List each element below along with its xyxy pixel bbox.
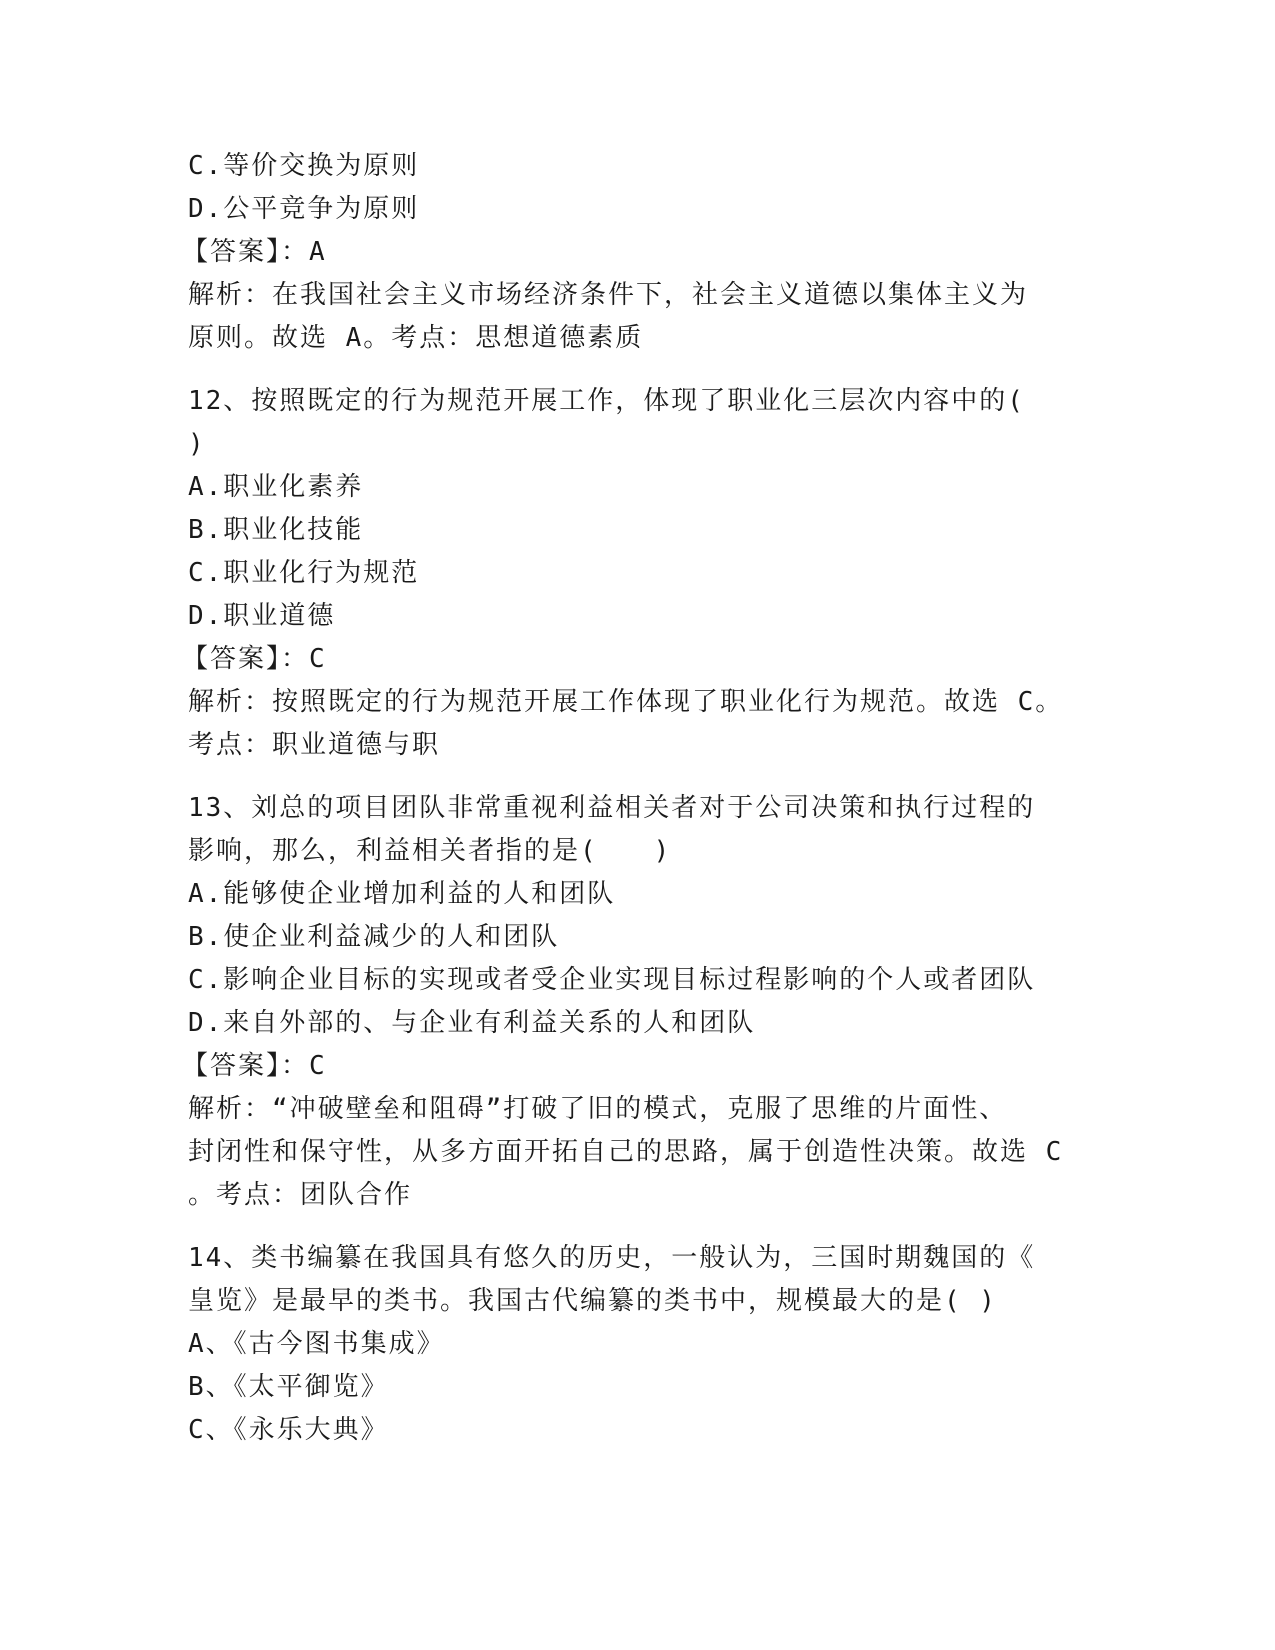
q12-option-a: A.职业化素养: [188, 472, 364, 502]
q13-question-line-1: 13、刘总的项目团队非常重视利益相关者对于公司决策和执行过程的: [188, 793, 1036, 823]
q14-option-a: A、《古今图书集成》: [188, 1329, 445, 1359]
q13-explanation-line-1: 解析：“冲破壁垒和阻碍”打破了旧的模式，克服了思维的片面性、: [188, 1094, 1008, 1124]
q12-option-c: C.职业化行为规范: [188, 558, 420, 588]
q12-answer: 【答案】：C: [182, 644, 327, 674]
q11-explanation-line-1: 解析：在我国社会主义市场经济条件下，社会主义道德以集体主义为: [188, 280, 1029, 310]
document-page: [182, 145, 1088, 1452]
q12-question-line-2: ): [188, 429, 206, 459]
q11-answer: 【答案】：A: [182, 237, 327, 267]
q12-question-line-1: 12、按照既定的行为规范开展工作，体现了职业化三层次内容中的(: [188, 386, 1025, 416]
q14-option-b: B、《太平御览》: [188, 1372, 389, 1402]
q11-explanation-line-2: 原则。故选 A。考点：思想道德素质: [188, 323, 644, 353]
q13-question-line-2: 影响，那么，利益相关者指的是( ): [188, 836, 672, 866]
q13-option-d: D.来自外部的、与企业有利益关系的人和团队: [188, 1008, 756, 1038]
q13-explanation-line-2: 封闭性和保守性，从多方面开拓自己的思路，属于创造性决策。故选 C: [188, 1137, 1064, 1167]
q14-question-line-1: 14、类书编纂在我国具有悠久的历史，一般认为，三国时期魏国的《: [188, 1243, 1036, 1273]
q13-explanation-line-3: 。考点：团队合作: [188, 1180, 413, 1210]
q11-option-d: D.公平竞争为原则: [188, 194, 420, 224]
q13-option-a: A.能够使企业增加利益的人和团队: [188, 879, 616, 909]
q14-option-c: C、《永乐大典》: [188, 1415, 389, 1445]
q12-option-b: B.职业化技能: [188, 515, 364, 545]
q12-option-d: D.职业道德: [188, 601, 336, 631]
q11-option-c: C.等价交换为原则: [188, 151, 420, 181]
q14-question-line-2: 皇览》是最早的类书。我国古代编纂的类书中，规模最大的是( ): [188, 1286, 997, 1316]
q13-answer: 【答案】：C: [182, 1051, 327, 1081]
q12-explanation-line-2: 考点：职业道德与职: [188, 730, 441, 760]
q12-explanation-line-1: 解析：按照既定的行为规范开展工作体现了职业化行为规范。故选 C。: [188, 687, 1064, 717]
q13-option-c: C.影响企业目标的实现或者受企业实现目标过程影响的个人或者团队: [188, 965, 1036, 995]
q13-option-b: B.使企业利益减少的人和团队: [188, 922, 560, 952]
